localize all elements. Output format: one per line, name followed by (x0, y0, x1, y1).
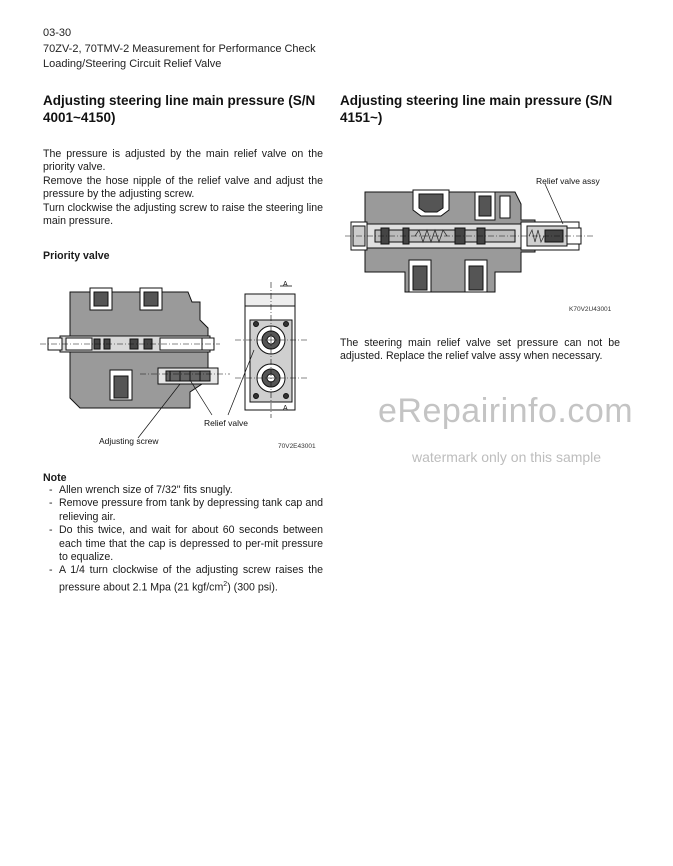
right-column (340, 92, 630, 126)
figure-title-priority-valve: Priority valve (43, 250, 110, 263)
section-marker-bottom: A (283, 405, 288, 412)
note-section (43, 472, 323, 595)
left-heading-line1: Adjusting steering line main pressure (S/N (43, 93, 316, 108)
right-paragraph: The steering main relief valve set pressure can not be adjusted. Replace the relief valve assy when necessary. (340, 337, 620, 363)
right-heading-line2: 4151~) (340, 110, 383, 125)
note-item: - Do this twice, and wait for about 60 seconds between each time that the cap is depressed to per-mit pressure to equalize. (43, 524, 323, 564)
watermark-main: eRepairinfo.com (378, 392, 634, 430)
page-header (43, 26, 316, 73)
section-marker-top: A (283, 281, 288, 288)
note-list (43, 484, 323, 595)
left-paragraph-2: Remove the hose nipple of the relief valve and adjust the pressure by the adjusting screw. (43, 174, 323, 201)
right-heading (340, 92, 630, 126)
header-subtitle: Loading/Steering Circuit Relief Valve (43, 58, 222, 70)
note-item (43, 564, 323, 594)
callout-relief-valve: Relief valve (204, 418, 248, 428)
note-item: - Remove pressure from tank by depressing tank cap and relieving air. (43, 497, 323, 524)
callout-relief-valve-assy: Relief valve assy (536, 176, 600, 186)
left-heading (43, 92, 323, 126)
left-column (43, 92, 323, 262)
watermark-sub: watermark only on this sample (412, 449, 602, 465)
note-item: - Allen wrench size of 7/32" fits snugly. (43, 484, 323, 497)
right-heading-line1: Adjusting steering line main pressure (S/N (340, 93, 613, 108)
note4-superscript: 2 (223, 580, 228, 588)
left-paragraph-3: Turn clockwise the adjusting screw to raise the steering line main pressure. (43, 201, 323, 228)
note4-text-end: ) (300 psi). (227, 581, 278, 594)
left-paragraph-1: The pressure is adjusted by the main relief valve on the priority valve. (43, 148, 323, 174)
left-heading-line2: 4001~4150) (43, 110, 116, 125)
callout-adjusting-screw: Adjusting screw (99, 436, 159, 446)
note-title: Note (43, 472, 67, 484)
figure-code-left: 70V2E43001 (278, 443, 316, 450)
note4-text: A 1/4 turn clockwise of the adjusting screw raises the pressure about 2.1 Mpa (21 kgf/cm (59, 564, 323, 594)
priority-valve-figure (40, 280, 330, 455)
relief-valve-assy-figure (345, 180, 605, 300)
figure-code-right: K70V2U43001 (569, 306, 612, 313)
header-title: 70ZV-2, 70TMV-2 Measurement for Performance Check (43, 42, 316, 55)
page-number: 03-30 (43, 27, 72, 39)
